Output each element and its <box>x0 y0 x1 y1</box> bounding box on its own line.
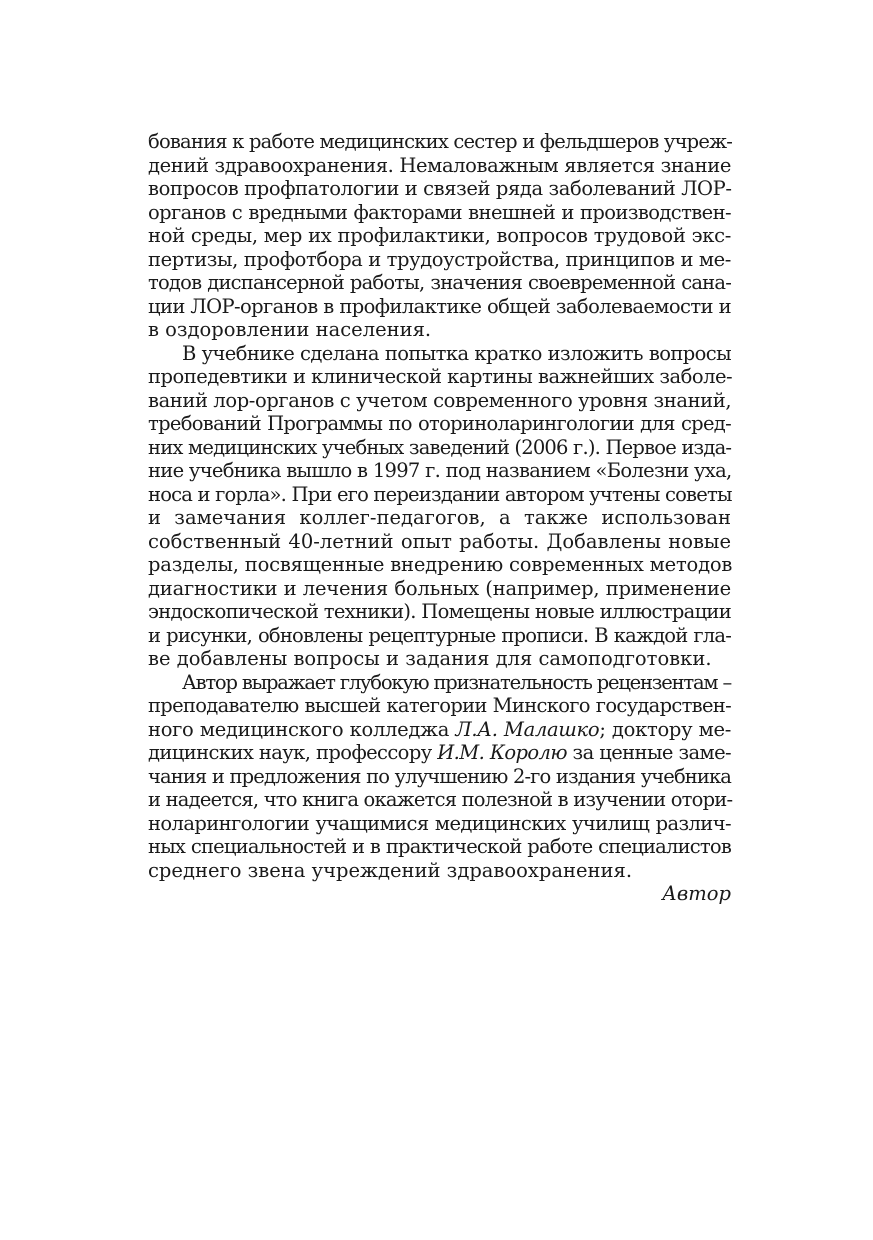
text-line: ваний лор-органов с учетом современного уровня знаний, <box>148 388 732 412</box>
text-line: и рисунки, обновлены рецептурные прописи. В каждой гла- <box>148 623 731 647</box>
text-line: ноларингологии учащимися медицинских училищ различ- <box>148 811 731 835</box>
text-line: бования к работе медицинских сестер и фельдшеров учреж- <box>148 130 733 153</box>
text-line: вопросов профпатологии и связей ряда заболеваний ЛОР- <box>148 177 732 200</box>
text-line: тодов диспансерной работы, значения своевременной сана- <box>148 271 731 294</box>
paragraph-3 <box>148 671 731 883</box>
text-line <box>148 718 731 742</box>
text-line: дений здравоохранения. Немаловажным является знание <box>148 153 731 177</box>
text-line: пертизы, профотбора и трудоустройства, принципов и ме- <box>148 247 731 271</box>
text-line: В учебнике сделана попытка кратко изложить вопросы <box>182 341 731 365</box>
reviewer-name: И.М. Королю <box>437 741 567 764</box>
text-fragment: за ценные заме- <box>566 741 732 764</box>
text-line: диагностики и лечения больных (например, применение <box>148 576 731 600</box>
text-line: Автор выражает глубокую признательность рецензентам – <box>182 670 731 694</box>
text-line: ции ЛОР-органов в профилактике общей заболеваемости и <box>148 294 731 318</box>
text-line: разделы, посвященные внедрению современных методов <box>148 553 733 576</box>
paragraph-2 <box>148 342 731 671</box>
text-line: требований Программы по оториноларингологии для сред- <box>148 412 731 435</box>
text-line: эндоскопической техники). Помещены новые иллюстрации <box>148 600 732 623</box>
text-fragment: ; доктору ме- <box>599 717 731 741</box>
paragraph-1 <box>148 130 731 342</box>
text-line: ных специальностей и в практической работе специалистов <box>148 835 731 858</box>
text-line: них медицинских учебных заведений (2006 г.). Первое изда- <box>148 435 732 459</box>
reviewer-name: Л.А. Малашко <box>455 717 600 741</box>
text-line: и надеется, что книга окажется полезной в изучении отори- <box>148 788 733 811</box>
text-line: преподавателю высшей категории Минского государствен- <box>148 694 731 717</box>
text-line: ной среды, мер их профилактики, вопросов трудовой экс- <box>148 224 731 247</box>
document-page <box>148 130 731 906</box>
text-line: собственный 40-летний опыт работы. Добавлены новые <box>148 529 731 553</box>
text-line: и замечания коллег-педагогов, а также использован <box>148 506 731 529</box>
text-line: ве добавлены вопросы и задания для самоподготовки. <box>148 647 712 670</box>
text-line: пропедевтики и клинической картины важнейших заболе- <box>148 365 733 388</box>
author-signature: Автор <box>662 882 731 905</box>
text-line: носа и горла». При его переиздании автором учтены советы <box>148 482 732 506</box>
text-line: органов с вредными факторами внешней и производствен- <box>148 200 731 224</box>
text-line <box>148 741 731 765</box>
text-line: в оздоровлении населения. <box>148 318 432 341</box>
text-line: ние учебника вышло в 1997 г. под названием «Болезни уха, <box>148 459 732 482</box>
text-line: среднего звена учреждений здравоохранения. <box>148 858 633 882</box>
text-fragment: дицинских наук, профессору <box>148 741 438 764</box>
text-line: чания и предложения по улучшению 2-го издания учебника <box>148 764 731 788</box>
text-fragment: ного медицинского колледжа <box>148 717 456 741</box>
